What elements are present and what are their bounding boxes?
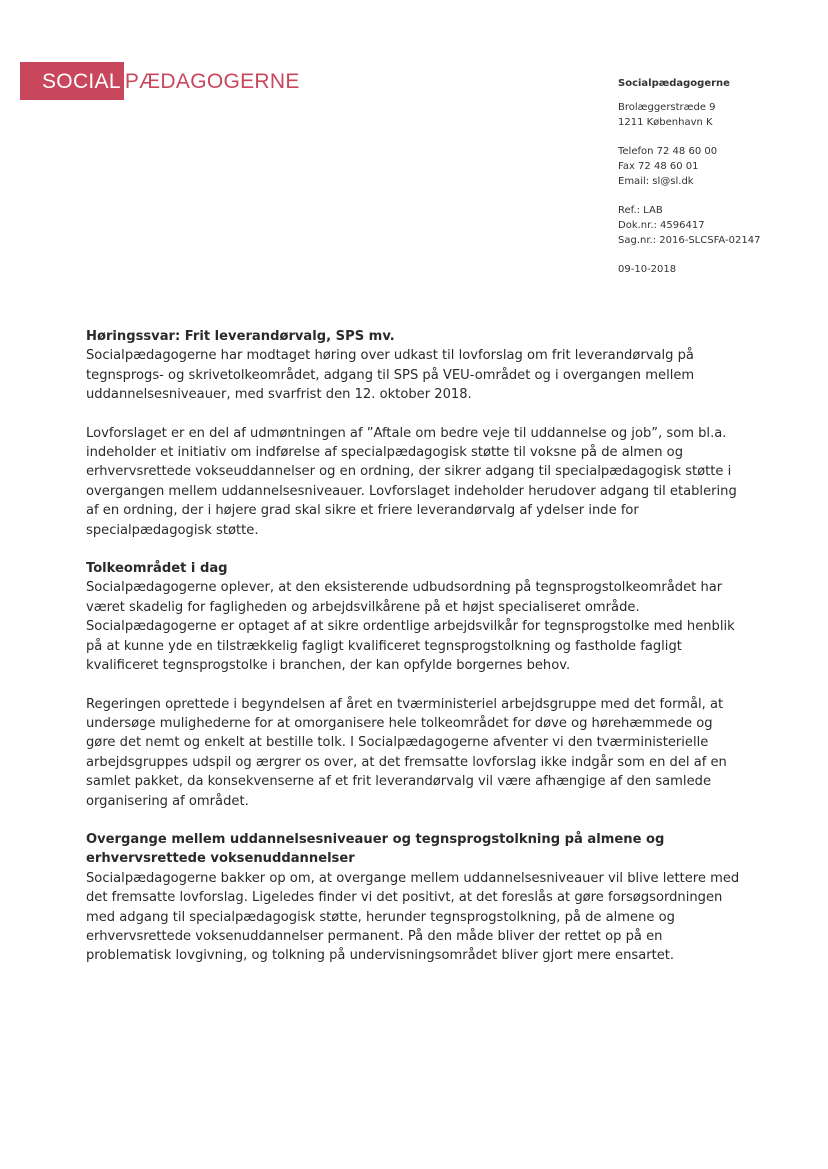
ref-doc-number: Dok.nr.: 4596417: [618, 220, 705, 231]
organization-logo: [20, 62, 300, 100]
sender-address: [618, 100, 818, 130]
contact-fax: Fax 72 48 60 01: [618, 161, 699, 172]
sender-references: [618, 203, 818, 248]
letter-body: [86, 327, 746, 966]
ref-case-number: Sag.nr.: 2016-SLCSFA-02147: [618, 235, 761, 246]
paragraph: Socialpædagogerne oplever, at den eksisterende udbudsordning på tegnsprogstolkeområdet har været skadelig for fagligheden og arbejdsvilkårene på et højst specialiseret område. Socialpædagogerne er optaget af at sikre ordentlige arbejdsvilkår for tegnsprogstolke med henblik på at kunne yde en tilstrækkelig fagligt kvalificeret tegnsprogstolkning og fastholde fagligt kvalificeret tegnsprogstolke i branchen, der kan opfylde borgernes behov.: [86, 580, 735, 674]
address-city: 1211 København K: [618, 117, 713, 128]
paragraph: Socialpædagogerne bakker op om, at overgange mellem uddannelsesniveauer vil blive lettere med det fremsatte lovforslag. Ligeledes finder vi det positivt, at det foreslås at gøre forsøgsordningen med adgang til specialpædagogisk støtte, herunder tegnsprogstolkning, på de almene og erhvervsrettede voksenuddannelser permanent. På den måde bliver der rettet op på en problematisk lovgivning, og tolkning på undervisningsområdet bliver gjort mere ensartet.: [86, 870, 740, 964]
address-street: Brolæggerstræde 9: [618, 102, 716, 113]
logo-paedagogerne: PÆDAGOGERNE: [124, 70, 300, 93]
sender-org: Socialpædagogerne: [618, 78, 730, 89]
contact-phone: Telefon 72 48 60 00: [618, 146, 718, 157]
ref-initials: Ref.: LAB: [618, 205, 663, 216]
section-heading: Overgange mellem uddannelsesniveauer og tegnsprogstolkning på almene og erhvervsrettede voksenuddannelser: [86, 831, 665, 867]
paragraph: Socialpædagogerne har modtaget høring over udkast til lovforslag om frit leverandørvalg på tegnsprogs- og skrivetolkeområdet, adgang til SPS på VEU-området og i overgangen mellem uddannelsesniveauer, med svarfrist den 12. oktober 2018.: [86, 348, 695, 403]
section-heading: Høringssvar: Frit leverandørvalg, SPS mv.: [86, 329, 395, 344]
section-heading: Tolkeområdet i dag: [86, 561, 228, 577]
sender-info: [618, 76, 818, 277]
sender-contact: [618, 144, 818, 189]
paragraph: Regeringen oprettede i begyndelsen af året en tværministeriel arbejdsgruppe med det formål, at undersøge mulighederne for at omorganisere hele tolkeområdet for døve og hørehæmmede og gøre det nemt og enkelt at bestille tolk. I Socialpædagogerne afventer vi den tværministerielle arbejdsgruppes udspil og ærgrer os over, at det fremsatte lovforslag ikke indgår som en del af en samlet pakket, da konsekvenserne af et frit leverandørvalg vil være afhængige af den samlede organisering af området.: [86, 696, 727, 809]
contact-email: Email: sl@sl.dk: [618, 176, 694, 187]
letter-date: 09-10-2018: [618, 264, 677, 275]
logo-social: SOCIAL: [20, 62, 124, 100]
paragraph: Lovforslaget er en del af udmøntningen af ”Aftale om bedre veje til uddannelse og job”, som bl.a. indeholder et initiativ om indførelse af specialpædagogisk støtte til voksne på de almen og erhvervsrettede vokseuddannelser og en ordning, der sikrer adgang til specialpædagogisk støtte i overgangen mellem uddannelsesniveauer. Lovforslaget indeholder herudover adgang til etablering af en ordning, der i højere grad skal sikre et friere leverandørvalg af ydelser inde for specialpædagogisk støtte.: [86, 425, 737, 538]
